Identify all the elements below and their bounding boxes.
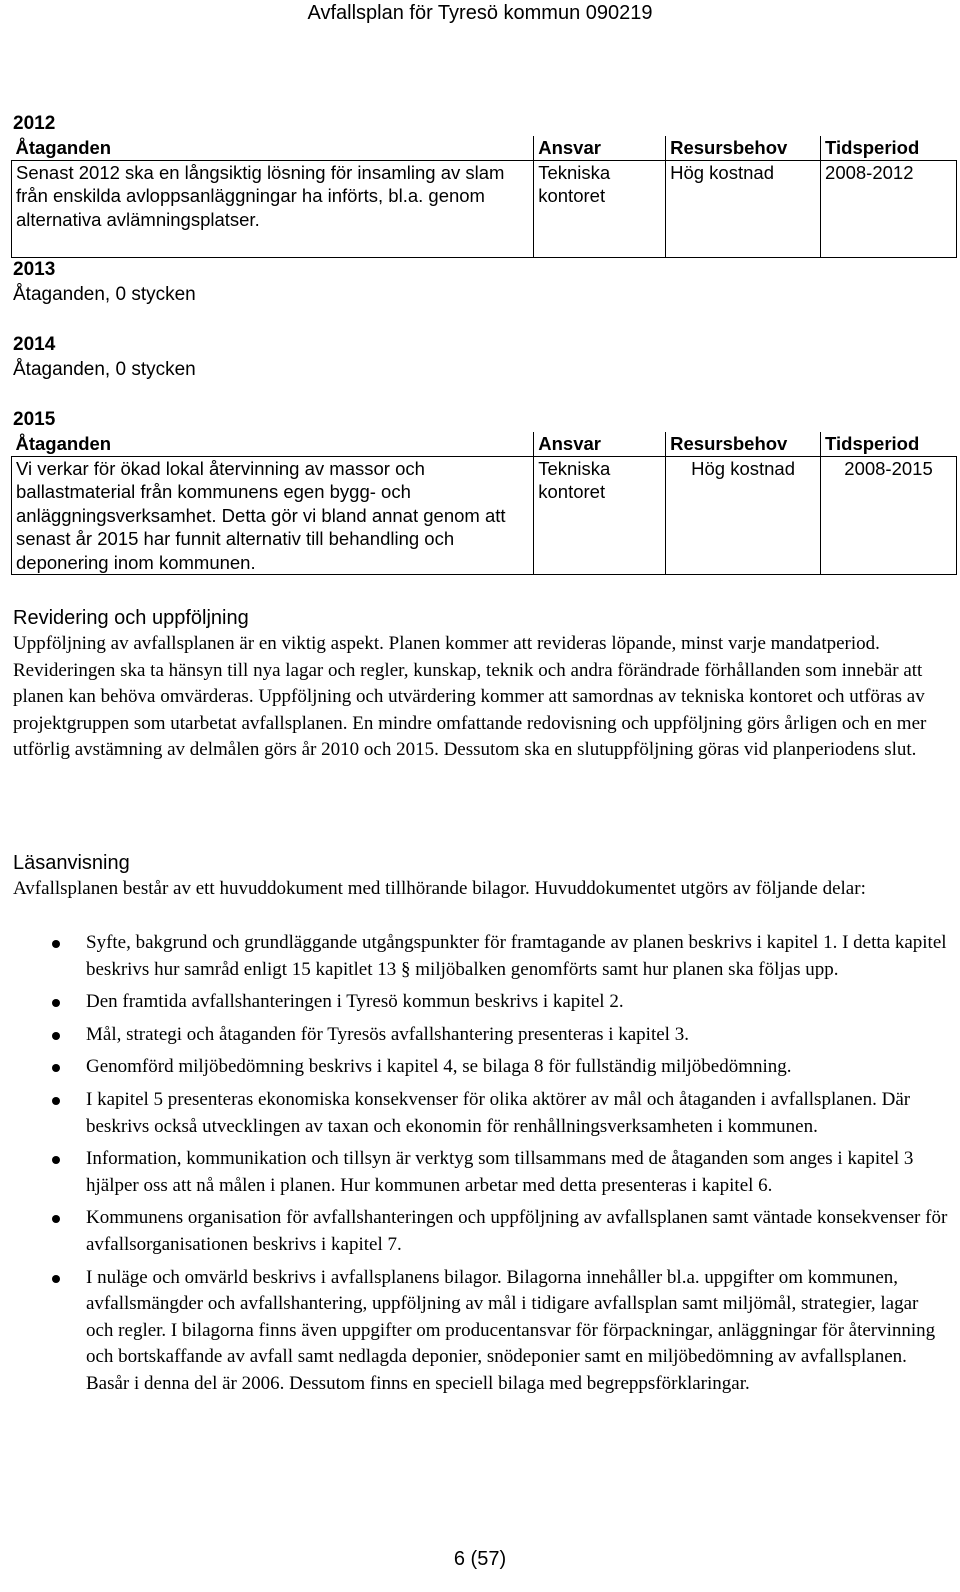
- col-resources: Resursbehov: [666, 432, 821, 456]
- year-2015-heading: 2015: [13, 409, 56, 430]
- page-header: Avfallsplan för Tyresö kommun 090219: [307, 2, 653, 24]
- list-item: Information, kommunikation och tillsyn är verktyg som tillsammans med de åtaganden som anges i kapitel 3 hjälper oss att nå målen i planen. Hur kommunen arbetar med detta presenteras i kapitel 6.: [13, 1146, 948, 1199]
- col-commitments: Åtaganden: [12, 136, 534, 160]
- bullet-icon: [52, 1215, 60, 1223]
- year-2012-heading: 2012: [13, 113, 56, 134]
- col-period: Tidsperiod: [821, 432, 957, 456]
- year-2013-note: Åtaganden, 0 stycken: [13, 284, 196, 305]
- year-2014-note: Åtaganden, 0 stycken: [13, 359, 196, 380]
- bullet-icon: [52, 940, 60, 948]
- commitment-period: 2008-2012: [821, 160, 957, 257]
- list-item: Den framtida avfallshanteringen i Tyresö kommun beskrivs i kapitel 2.: [13, 989, 948, 1016]
- list-item: Genomförd miljöbedömning beskrivs i kapitel 4, se bilaga 8 för fullständig miljöbedömning.: [13, 1054, 948, 1081]
- col-responsible: Ansvar: [534, 432, 666, 456]
- commitment-resources: Hög kostnad: [666, 160, 821, 257]
- bullet-icon: [52, 1275, 60, 1283]
- page-number: 6 (57): [453, 1548, 507, 1570]
- reading-list: [13, 930, 948, 1404]
- commitments-table-2012: [11, 136, 957, 258]
- col-commitments: Åtaganden: [12, 432, 534, 456]
- table-row: [12, 160, 957, 257]
- list-item: I nuläge och omvärld beskrivs i avfallsplanens bilagor. Bilagorna innehåller bl.a. uppgifter om kommunen, avfallsmängder och avfallshantering, uppföljning av mål i tidigare avfallsplan samt miljömål, strategier, lagar och regler. I bilagorna finns även uppgifter om producentansvar för förpackningar, anläggningar för återvinning och bortskaffande av avfall samt nedlagda deponier, snödeponier samt en miljöbedömning av avfallsplanen. Basår i denna del är 2006. Dessutom finns en speciell bilaga med begreppsförklaringar.: [13, 1265, 948, 1398]
- table-row: [12, 456, 957, 575]
- reading-intro: Avfallsplanen består av ett huvuddokument med tillhörande bilagor. Huvuddokumentet utgörs av följande delar:: [13, 878, 866, 899]
- col-resources: Resursbehov: [666, 136, 821, 160]
- list-item: Mål, strategi och åtaganden för Tyresös avfallshantering presenteras i kapitel 3.: [13, 1022, 948, 1049]
- bullet-icon: [52, 1032, 60, 1040]
- bullet-icon: [52, 1156, 60, 1164]
- commitment-resources: Hög kostnad: [666, 456, 821, 575]
- list-item: Syfte, bakgrund och grundläggande utgångspunkter för framtagande av planen beskrivs i kapitel 1. I detta kapitel beskrivs hur samråd enligt 15 kapitlet 13 § miljöbalken genomförts samt hur planen ska följas upp.: [13, 930, 948, 983]
- bullet-icon: [52, 1064, 60, 1072]
- col-responsible: Ansvar: [534, 136, 666, 160]
- bullet-icon: [52, 1097, 60, 1105]
- reading-title: Läsanvisning: [13, 852, 130, 874]
- commitment-responsible: Tekniska kontoret: [534, 160, 666, 257]
- list-item: I kapitel 5 presenteras ekonomiska konsekvenser för olika aktörer av mål och åtaganden i avfallsplanen. Där beskrivs också utvecklingen av taxan och ekonomin för renhållningsverksamheten i kommunen.: [13, 1087, 948, 1140]
- year-2013-heading: 2013: [13, 259, 56, 280]
- col-period: Tidsperiod: [821, 136, 957, 160]
- commitment-description: Senast 2012 ska en långsiktig lösning för insamling av slam från enskilda avloppsanläggningar ha införts, bl.a. genom alternativa avlämningsplatser.: [12, 160, 534, 257]
- commitments-table-2015: [11, 432, 957, 575]
- commitment-description: Vi verkar för ökad lokal återvinning av massor och ballastmaterial från kommunens egen bygg- och anläggningsverksamhet. Detta gör vi bland annat genom att senast år 2015 har funnit alternativ till behandling och deponering inom kommunen.: [12, 456, 534, 575]
- revision-title: Revidering och uppföljning: [13, 607, 249, 629]
- commitment-responsible: Tekniska kontoret: [534, 456, 666, 575]
- commitment-period: 2008-2015: [821, 456, 957, 575]
- revision-text: Uppföljning av avfallsplanen är en viktig aspekt. Planen kommer att revideras löpande, minst varje mandatperiod. Revideringen ska ta hänsyn till nya lagar och regler, kunskap, teknik och andra förändrade förhållanden som innebär att planen kan behöva omvärderas. Uppföljning och utvärdering kommer att samordnas av tekniska kontoret och utföras av projektgruppen som utarbetat avfallsplanen. En mindre omfattande redovisning och uppföljning görs årligen och en mer utförlig avstämning av delmålen görs år 2010 och 2015. Dessutom ska en slutuppföljning göras vid planperiodens slut.: [13, 633, 927, 761]
- list-item: Kommunens organisation för avfallshanteringen och uppföljning av avfallsplanen samt väntade konsekvenser för avfallsorganisationen beskrivs i kapitel 7.: [13, 1205, 948, 1258]
- bullet-icon: [52, 999, 60, 1007]
- year-2014-heading: 2014: [13, 334, 56, 355]
